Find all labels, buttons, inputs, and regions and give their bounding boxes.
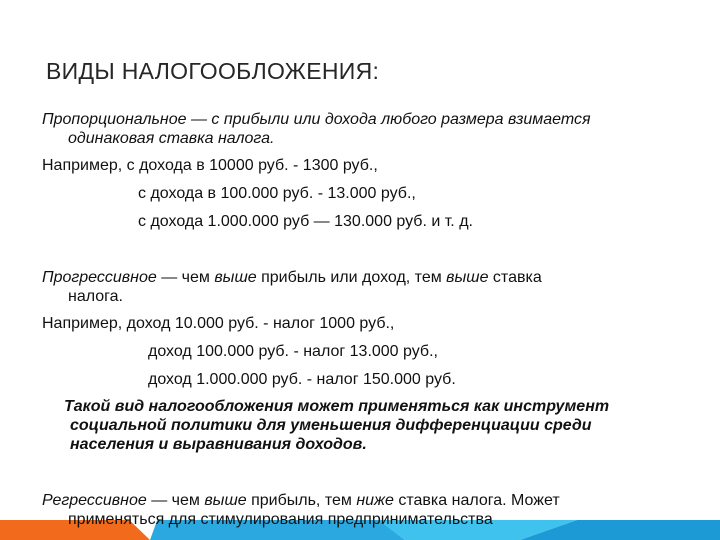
example1-line-3: с дохода 1.000.000 руб — 130.000 руб. и т. д. xyxy=(138,213,473,230)
note-line-1: Такой вид налогообложения может применяться как инструмент xyxy=(64,398,610,415)
progressive-line-1: Прогрессивное — чем выше прибыль или доход, тем выше ставка xyxy=(42,269,542,286)
slide-title: ВИДЫ НАЛОГООБЛОЖЕНИЯ: xyxy=(46,58,380,84)
regressive-line-1: Регрессивное — чем выше прибыль, тем ниже ставка налога. Может xyxy=(42,492,560,509)
proportional-line-2: одинаковая ставка налога. xyxy=(68,130,275,147)
regressive-line-2: применяться для стимулирования предпринимательства xyxy=(68,511,493,528)
example2-line-1: Например, доход 10.000 руб. - налог 1000 руб., xyxy=(42,315,395,332)
progressive-term: Прогрессивное xyxy=(42,269,157,286)
proportional-line-1: Пропорциональное — с прибыли или дохода любого размера взимается xyxy=(42,111,591,128)
example2-line-2: доход 100.000 руб. - налог 13.000 руб., xyxy=(148,343,438,360)
regressive-term: Регрессивное xyxy=(42,492,147,509)
note-line-3: населения и выравнивания доходов. xyxy=(70,436,367,453)
example1-line-2: с дохода в 100.000 руб. - 13.000 руб., xyxy=(138,185,416,202)
proportional-term: Пропорциональное xyxy=(42,111,187,128)
note-line-2: социальной политики для уменьшения дифференциации среди xyxy=(70,417,592,434)
example2-line-3: доход 1.000.000 руб. - налог 150.000 руб. xyxy=(148,371,456,388)
example1-line-1: Например, с дохода в 10000 руб. - 1300 руб., xyxy=(42,157,378,174)
progressive-line-2: налога. xyxy=(68,288,123,305)
